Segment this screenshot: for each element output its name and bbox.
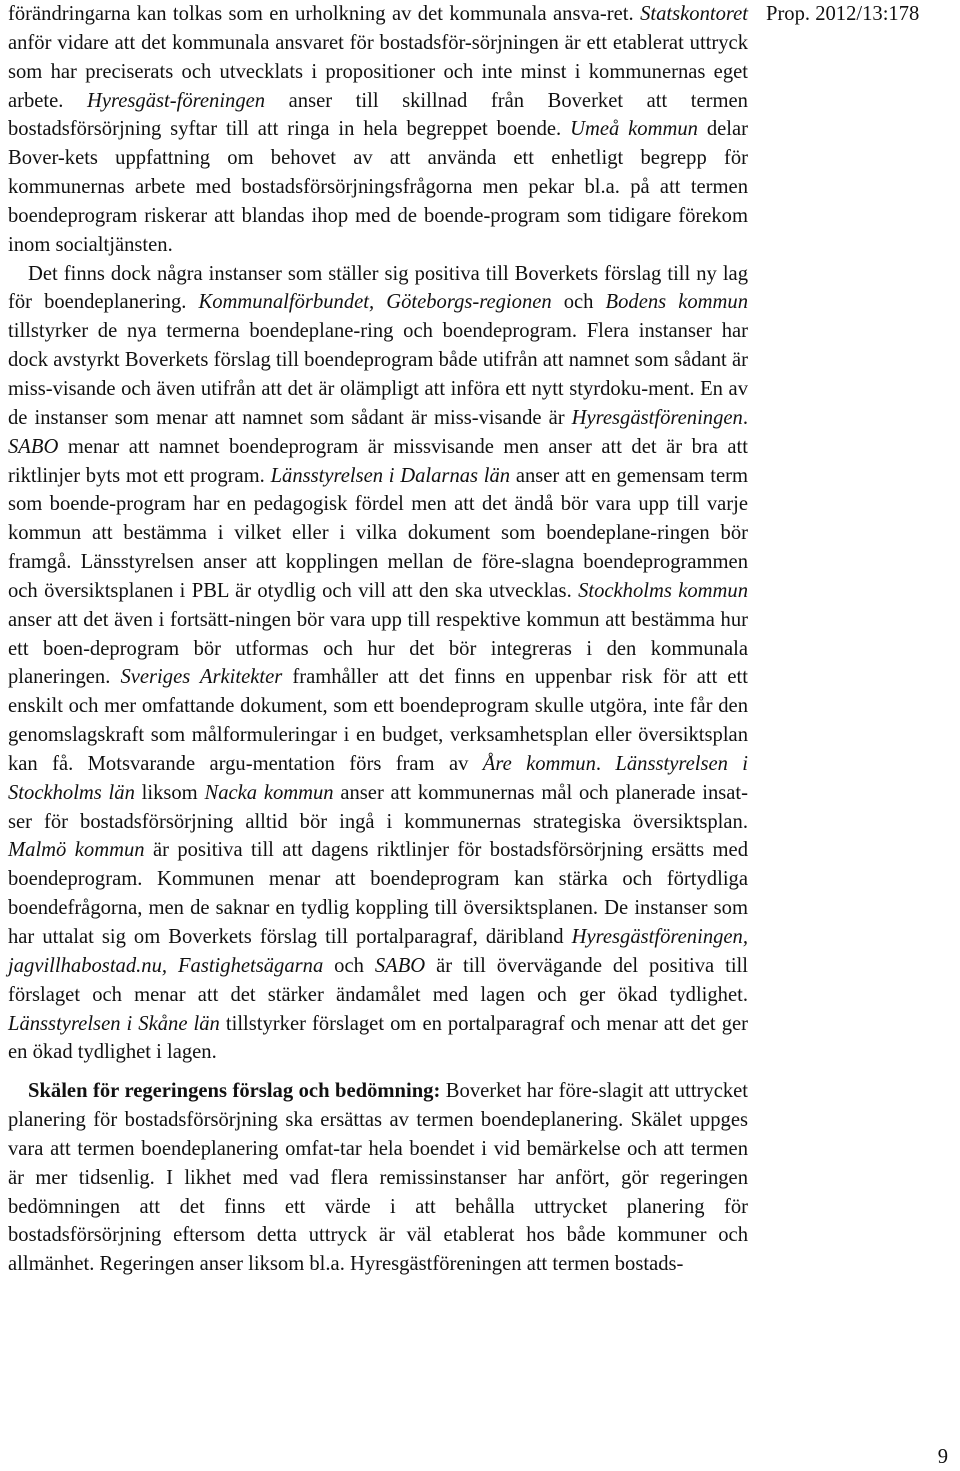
- text-run: tillstyrker de nya termerna boendeplane-ring och boendeprogram. Flera instanser har dock avstyrkt Boverkets förslag till boendeprogram både utifrån att namnet som sådant är miss-visande och även utifrån att det är olämpligt att införa ett nytt styrdoku-ment. En av de instanser som menar att namnet som sådant är miss-visande är: [8, 320, 748, 429]
- italic-reference: Nacka kommun: [204, 781, 334, 804]
- text-run: menar att namnet boendeprogram är missvisande men anser att det är bra att riktlinjer byts mot ett program.: [8, 435, 748, 487]
- text-run: .: [742, 406, 748, 429]
- text-run: Det finns dock några instanser som ställer sig positiva till Boverkets förslag till ny lag för boendeplanering.: [8, 262, 748, 314]
- text-run: anser att en gemensam term som boende-program har en pedagogisk fördel men att det ändå bör vara upp till varje kommun att bestämma i vilket eller i vilka dokument som boendeplane-ringen bör framgå. Länsstyrelsen anser att kopplingen mellan de före-slagna boendeprogrammen och översiktsplanen i PBL är otydlig och vill att den ska utvecklas.: [8, 464, 748, 602]
- paragraph-2: [8, 260, 748, 1068]
- text-run: delar Bover-kets uppfattning om behovet av att använda ett enhetligt begrepp för kommunernas arbete med bostadsförsörjningsfrågorna men pekar bl.a. på att termen boendeprogram riskerar att blandas ihop med de boende-program som tidigare förekom inom socialtjänsten.: [8, 118, 748, 256]
- italic-reference: Länsstyrelsen i Stockholms län: [8, 752, 748, 804]
- bold-heading: Skälen för regeringens förslag och bedömning:: [28, 1080, 441, 1103]
- italic-reference: Hyresgästföreningen: [571, 406, 743, 429]
- text-run: och: [551, 291, 606, 314]
- italic-reference: Kommunalförbundet, Göteborgs-regionen: [198, 291, 552, 314]
- italic-reference: Sveriges Arkitekter: [120, 666, 283, 689]
- italic-reference: Åre kommun: [482, 752, 596, 775]
- text-run: förändringarna kan tolkas som en urholkning av det kommunala ansva-ret.: [8, 3, 641, 25]
- text-run: anser till skillnad från Boverket att termen bostadsförsörjning syftar till att ringa in hela begreppet boende.: [8, 89, 748, 141]
- text-run: och: [323, 954, 375, 977]
- paragraph-3: [8, 1077, 748, 1279]
- italic-reference: Hyresgästföreningen, jagvillhabostad.nu, Fastighetsägarna: [8, 926, 748, 977]
- paragraph-1: [8, 0, 748, 260]
- italic-reference: SABO: [8, 435, 59, 458]
- italic-reference: Länsstyrelsen i Dalarnas län: [270, 464, 511, 487]
- italic-reference: Hyresgäst-föreningen: [87, 89, 266, 112]
- italic-reference: Statskontoret: [640, 3, 748, 25]
- italic-reference: Umeå kommun: [570, 118, 698, 141]
- document-body: [8, 0, 748, 1279]
- text-run: anför vidare att det kommunala ansvaret för bostadsför-sörjningen är ett etablerat uttryck som har preciserats och utvecklats i propositioner och inte minst i kommunernas eget arbete.: [8, 31, 748, 112]
- text-run: Boverket har före-slagit att uttrycket planering för bostadsförsörjning ska ersättas av termen boendeplanering. Skälet uppges vara att termen boendeplanering omfat-tar hela boendet i vid bemärkelse och att termen är mer tidsenlig. I likhet med vad flera remissinstanser har anfört, gör regeringen bedömningen att det finns ett värde i att behålla uttrycket planering för bostadsförsörjning eftersom detta uttryck är väl etablerat hos både kommuner och allmänhet. Regeringen anser liksom bl.a. Hyresgästföreningen att termen bostads-: [8, 1080, 748, 1276]
- text-run: .: [595, 752, 616, 775]
- text-run: är till övervägande del positiva till förslaget och menar att det stärker ändamålet med lagen och ger ökad tydlighet.: [8, 954, 749, 1006]
- italic-reference: Länsstyrelsen i Skåne län: [8, 1012, 220, 1035]
- text-run: framhåller att det finns en uppenbar risk för att ett enskilt och mer omfattande dokument, som ett boendeprogram skulle utgöra, inte får den genomslagskraft som målformuleringar i en budget, verksamhetsplan eller översiktsplan kan få. Motsvarande argu-mentation förs fram av: [8, 666, 748, 775]
- italic-reference: Malmö kommun: [8, 839, 145, 862]
- italic-reference: Stockholms kommun: [578, 579, 748, 602]
- proposition-reference: Prop. 2012/13:178: [766, 3, 920, 25]
- text-run: anser att det även i fortsätt-ningen bör vara upp till respektive kommun att bestämma hur ett boen-deprogram bör utformas och hur det bör integreras i den kommunala planeringen.: [8, 608, 748, 689]
- page-number: 9: [937, 1446, 948, 1468]
- italic-reference: SABO: [374, 954, 426, 977]
- italic-reference: Bodens kommun: [605, 291, 748, 314]
- text-run: anser att kommunernas mål och planerade insat-ser för bostadsförsörjning alltid bör ingå i kommunernas strategiska översiktsplan.: [8, 781, 748, 833]
- text-run: är positiva till att dagens riktlinjer för bostadsförsörjning ersätts med boendeprogram. Kommunen menar att boendeprogram kan stärka och förtydliga boendefrågorna, men de saknar en tydlig koppling till översiktsplanen. De instanser som har uttalat sig om Boverkets förslag till portalparagraf, däribland: [8, 839, 748, 948]
- text-run: liksom: [134, 781, 205, 804]
- text-run: tillstyrker förslaget om en portalparagraf och menar att det ger en ökad tydlighet i lagen.: [8, 1012, 748, 1064]
